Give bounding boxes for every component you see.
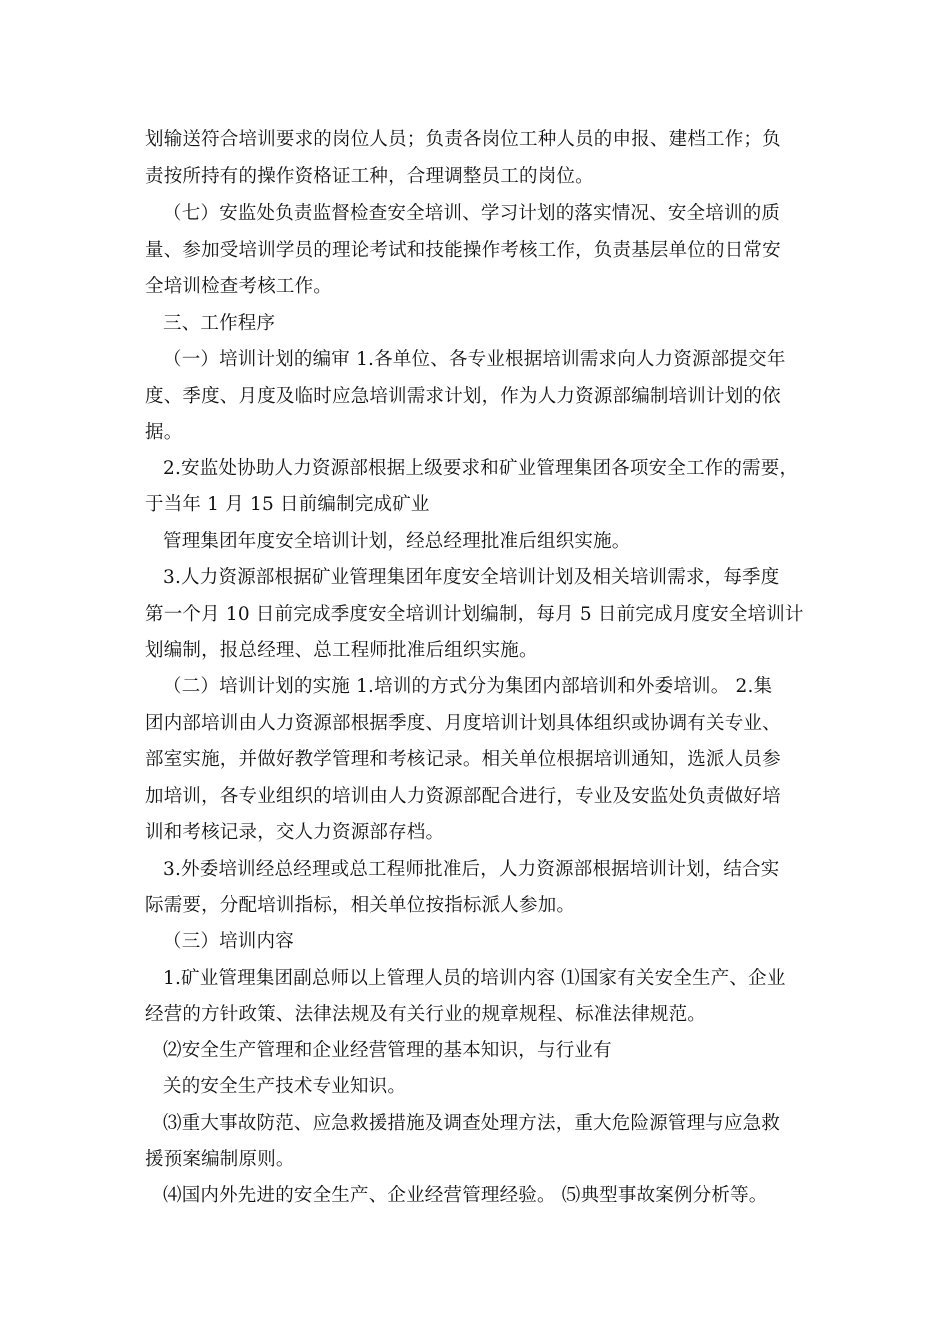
text-line: 全培训检查考核工作。 [145,276,333,297]
text-line: 援预案编制原则。 [145,1149,295,1170]
text-line: ⑷国内外先进的安全生产、企业经营管理经验。 ⑸典型事故案例分析等。 [163,1185,768,1206]
text-line: 1.矿业管理集团副总师以上管理人员的培训内容 ⑴国家有关安全生产、企业 [163,968,786,989]
text-line: 量、参加受培训学员的理论考试和技能操作考核工作，负责基层单位的日常安 [145,240,781,261]
text-line: ⑵安全生产管理和企业经营管理的基本知识，与行业有 [163,1040,612,1061]
text-line: （一）培训计划的编审 1.各单位、各专业根据培训需求向人力资源部提交年 [163,349,786,370]
text-line: 据。 [145,422,183,443]
text-line: 度、季度、月度及临时应急培训需求计划，作为人力资源部编制培训计划的依 [145,386,781,407]
text-line: 加培训，各专业组织的培训由人力资源部配合进行，专业及安监处负责做好培 [145,786,781,807]
text-line: 团内部培训由人力资源部根据季度、月度培训计划具体组织或协调有关专业、 [145,713,781,734]
text-line: 2.安监处协助人力资源部根据上级要求和矿业管理集团各项安全工作的需要， [163,458,799,479]
text-line: 际需要，分配培训指标，相关单位按指标派人参加。 [145,895,576,916]
text-line: 3.外委培训经总经理或总工程师批准后，人力资源部根据培训计划，结合实 [163,859,780,880]
text-line: 管理集团年度安全培训计划，经总经理批准后组织实施。 [163,531,631,552]
text-line: 3.人力资源部根据矿业管理集团年度安全培训计划及相关培训需求，每季度 [163,567,780,588]
text-line: 责按所持有的操作资格证工种，合理调整员工的岗位。 [145,166,594,187]
text-line: 划编制，报总经理、总工程师批准后组织实施。 [145,640,538,661]
text-line: 划输送符合培训要求的岗位人员；负责各岗位工种人员的申报、建档工作；负 [145,129,781,150]
text-line: 部室实施，并做好教学管理和考核记录。相关单位根据培训通知，选派人员参 [145,749,781,770]
text-line: 经营的方针政策、法律法规及有关行业的规章规程、标准法律规范。 [145,1004,707,1025]
text-line: 第一个月 10 日前完成季度安全培训计划编制，每月 5 日前完成月度安全培训计 [145,604,804,625]
text-line: （二）培训计划的实施 1.培训的方式分为集团内部培训和外委培训。 2.集 [163,676,773,697]
section-heading: 三、工作程序 [163,313,276,334]
text-line: 于当年 1 月 15 日前编制完成矿业 [145,494,430,515]
text-line: ⑶重大事故防范、应急救援措施及调查处理方法，重大危险源管理与应急救 [163,1113,781,1134]
text-line: 关的安全生产技术专业知识。 [163,1076,407,1097]
text-line: 训和考核记录，交人力资源部存档。 [145,822,445,843]
section-heading: （三）培训内容 [163,931,294,952]
text-line: （七）安监处负责监督检查安全培训、学习计划的落实情况、安全培训的质 [163,203,781,224]
